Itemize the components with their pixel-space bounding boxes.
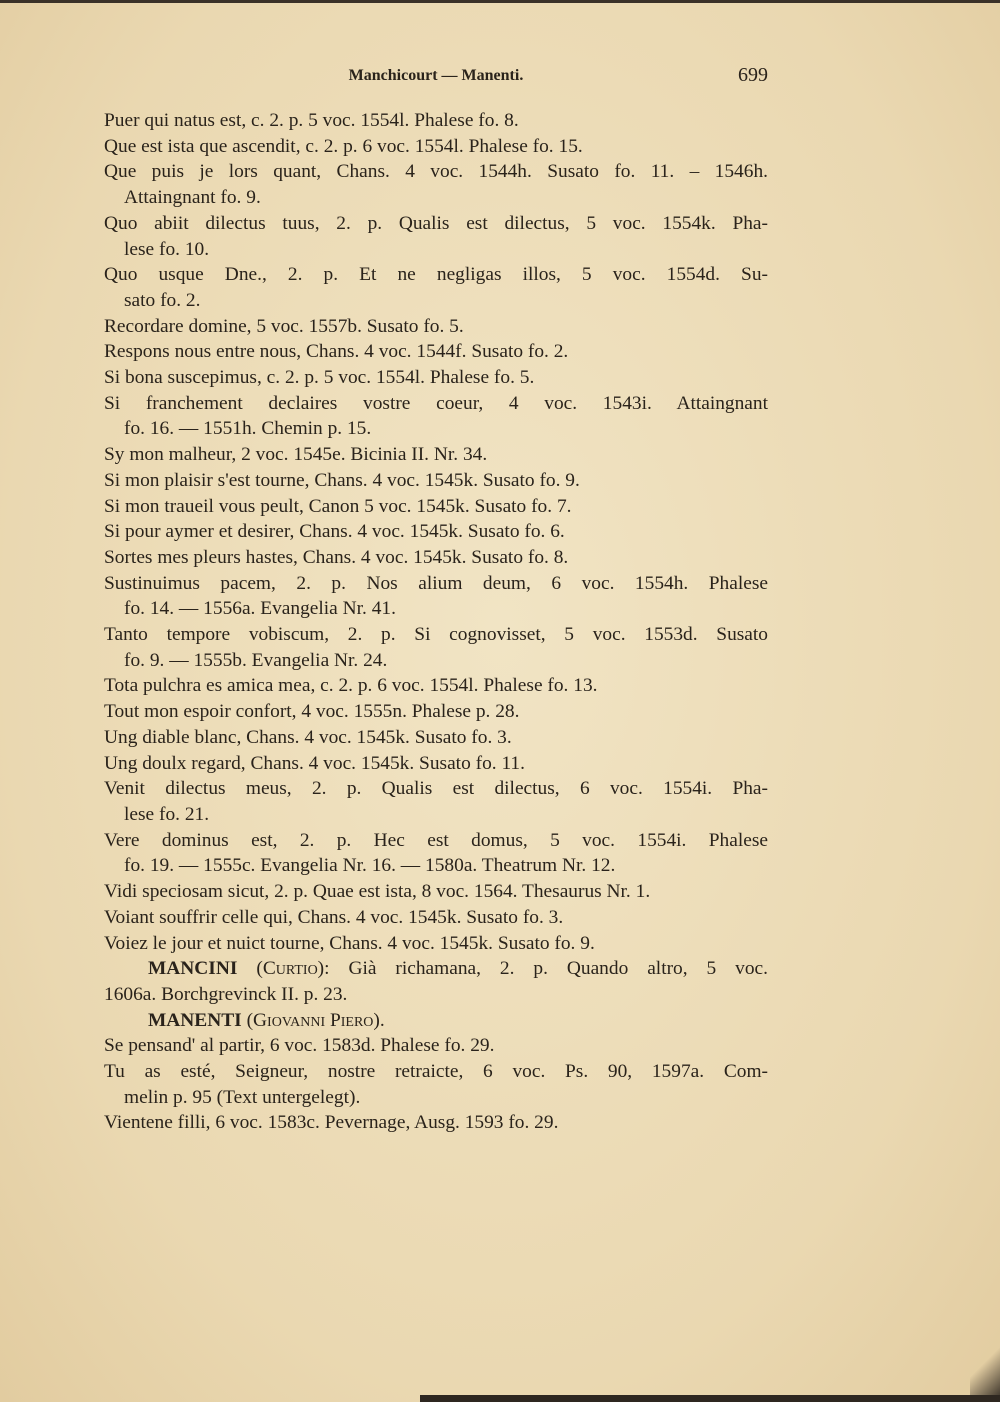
list-item	[104, 1033, 768, 1059]
list-item	[104, 262, 768, 313]
entry-line: Si pour aymer et desirer, Chans. 4 voc. 1545k. Susato fo. 6.	[104, 521, 565, 543]
list-item	[104, 468, 768, 494]
page-corner	[970, 1340, 1000, 1402]
list-item	[104, 442, 768, 468]
list-item	[104, 339, 768, 365]
list-item	[104, 1059, 768, 1110]
entry-continuation: lese fo. 10.	[124, 238, 210, 260]
list-item	[104, 776, 768, 827]
list-item	[104, 1110, 768, 1136]
list-item	[104, 211, 768, 262]
entry-line: Sortes mes pleurs hastes, Chans. 4 voc. 1545k. Susato fo. 8.	[104, 546, 569, 568]
entry-line: Que puis je lors quant, Chans. 4 voc. 1544h. Susato fo. 11. – 1546h.	[104, 161, 768, 183]
entry-line: Tout mon espoir confort, 4 voc. 1555n. Phalese p. 28.	[104, 701, 520, 723]
composer-given-name: (Giovanni Piero).	[246, 1009, 385, 1031]
page-number: 699	[738, 64, 768, 86]
list-item	[104, 314, 768, 340]
list-item	[104, 159, 768, 210]
entry-line: Se pensand' al partir, 6 voc. 1583d. Phalese fo. 29.	[104, 1035, 495, 1057]
entry-list-manenti	[104, 1033, 768, 1136]
composer-name: MANENTI	[148, 1009, 242, 1031]
list-item	[104, 725, 768, 751]
list-item	[104, 108, 768, 134]
list-item	[104, 622, 768, 673]
entry-continuation: lese fo. 21.	[124, 803, 210, 825]
list-item	[104, 879, 768, 905]
entry-line: Venit dilectus meus, 2. p. Qualis est dilectus, 6 voc. 1554i. Pha-	[104, 778, 768, 800]
entry-line: Si franchement declaires vostre coeur, 4 voc. 1543i. Attaingnant	[104, 392, 768, 414]
list-item	[104, 545, 768, 571]
entry-line: Respons nous entre nous, Chans. 4 voc. 1544f. Susato fo. 2.	[104, 341, 569, 363]
entry-continuation: sato fo. 2.	[124, 289, 201, 311]
composer-heading-manenti	[104, 1008, 768, 1034]
entry-line: Voiez le jour et nuict tourne, Chans. 4 voc. 1545k. Susato fo. 9.	[104, 932, 595, 954]
entry-line: Tota pulchra es amica mea, c. 2. p. 6 voc. 1554l. Phalese fo. 13.	[104, 675, 598, 697]
entry-line: Ung diable blanc, Chans. 4 voc. 1545k. Susato fo. 3.	[104, 726, 512, 748]
list-item	[104, 365, 768, 391]
list-item	[104, 571, 768, 622]
page-header	[104, 64, 768, 92]
composer-name: MANCINI	[148, 958, 238, 980]
entry-line: Vere dominus est, 2. p. Hec est domus, 5 voc. 1554i. Phalese	[104, 829, 768, 851]
entry-line: Que est ista que ascendit, c. 2. p. 6 voc. 1554l. Phalese fo. 15.	[104, 135, 583, 157]
entry-line: Voiant souffrir celle qui, Chans. 4 voc. 1545k. Susato fo. 3.	[104, 906, 564, 928]
list-item	[104, 519, 768, 545]
entry-continuation: fo. 16. — 1551h. Chemin p. 15.	[124, 418, 372, 440]
list-item	[104, 391, 768, 442]
list-item	[104, 905, 768, 931]
list-item	[104, 931, 768, 957]
list-item	[104, 828, 768, 879]
entry-line: Recordare domine, 5 voc. 1557b. Susato fo. 5.	[104, 315, 464, 337]
entry-continuation: fo. 14. — 1556a. Evangelia Nr. 41.	[124, 598, 396, 620]
running-head: Manchicourt — Manenti.	[348, 67, 524, 84]
body-text	[104, 108, 768, 1136]
entry-line: Sustinuimus pacem, 2. p. Nos alium deum, 6 voc. 1554h. Phalese	[104, 572, 768, 594]
composer-entry-text: : Già richamana, 2. p. Quando altro, 5 voc.	[324, 958, 768, 980]
top-border	[0, 0, 1000, 3]
bottom-edge	[420, 1395, 1000, 1402]
entry-list-manchicourt	[104, 108, 768, 956]
entry-line: Puer qui natus est, c. 2. p. 5 voc. 1554l. Phalese fo. 8.	[104, 110, 519, 131]
entry-line: Si bona suscepimus, c. 2. p. 5 voc. 1554l. Phalese fo. 5.	[104, 367, 535, 389]
entry-line: Si mon plaisir s'est tourne, Chans. 4 voc. 1545k. Susato fo. 9.	[104, 469, 580, 491]
entry-line: Ung doulx regard, Chans. 4 voc. 1545k. Susato fo. 11.	[104, 752, 525, 774]
entry-continuation: fo. 9. — 1555b. Evangelia Nr. 24.	[124, 649, 388, 671]
entry-continuation: melin p. 95 (Text untergelegt).	[124, 1086, 361, 1108]
entry-line: Quo abiit dilectus tuus, 2. p. Qualis est dilectus, 5 voc. 1554k. Pha-	[104, 212, 768, 234]
composer-entry-continuation: 1606a. Borchgrevinck II. p. 23.	[104, 983, 348, 1005]
list-item	[104, 494, 768, 520]
list-item	[104, 134, 768, 160]
composer-given-name: (Curtio)	[256, 958, 325, 980]
entry-line: Tanto tempore vobiscum, 2. p. Si cognovisset, 5 voc. 1553d. Susato	[104, 624, 768, 646]
list-item	[104, 699, 768, 725]
entry-line: Tu as esté, Seigneur, nostre retraicte, 6 voc. Ps. 90, 1597a. Com-	[104, 1061, 768, 1083]
entry-line: Sy mon malheur, 2 voc. 1545e. Bicinia II. Nr. 34.	[104, 444, 488, 466]
entry-continuation: Attaingnant fo. 9.	[124, 187, 261, 209]
entry-line: Vidi speciosam sicut, 2. p. Quae est ista, 8 voc. 1564. Thesaurus Nr. 1.	[104, 881, 651, 903]
list-item	[104, 751, 768, 777]
entry-line: Si mon traueil vous peult, Canon 5 voc. 1545k. Susato fo. 7.	[104, 495, 572, 517]
entry-line: Quo usque Dne., 2. p. Et ne negligas illos, 5 voc. 1554d. Su-	[104, 264, 768, 286]
entry-continuation: fo. 19. — 1555c. Evangelia Nr. 16. — 1580a. Theatrum Nr. 12.	[124, 855, 616, 877]
entry-line: Vientene filli, 6 voc. 1583c. Pevernage, Ausg. 1593 fo. 29.	[104, 1112, 559, 1134]
composer-entry-mancini	[104, 956, 768, 1007]
list-item	[104, 673, 768, 699]
